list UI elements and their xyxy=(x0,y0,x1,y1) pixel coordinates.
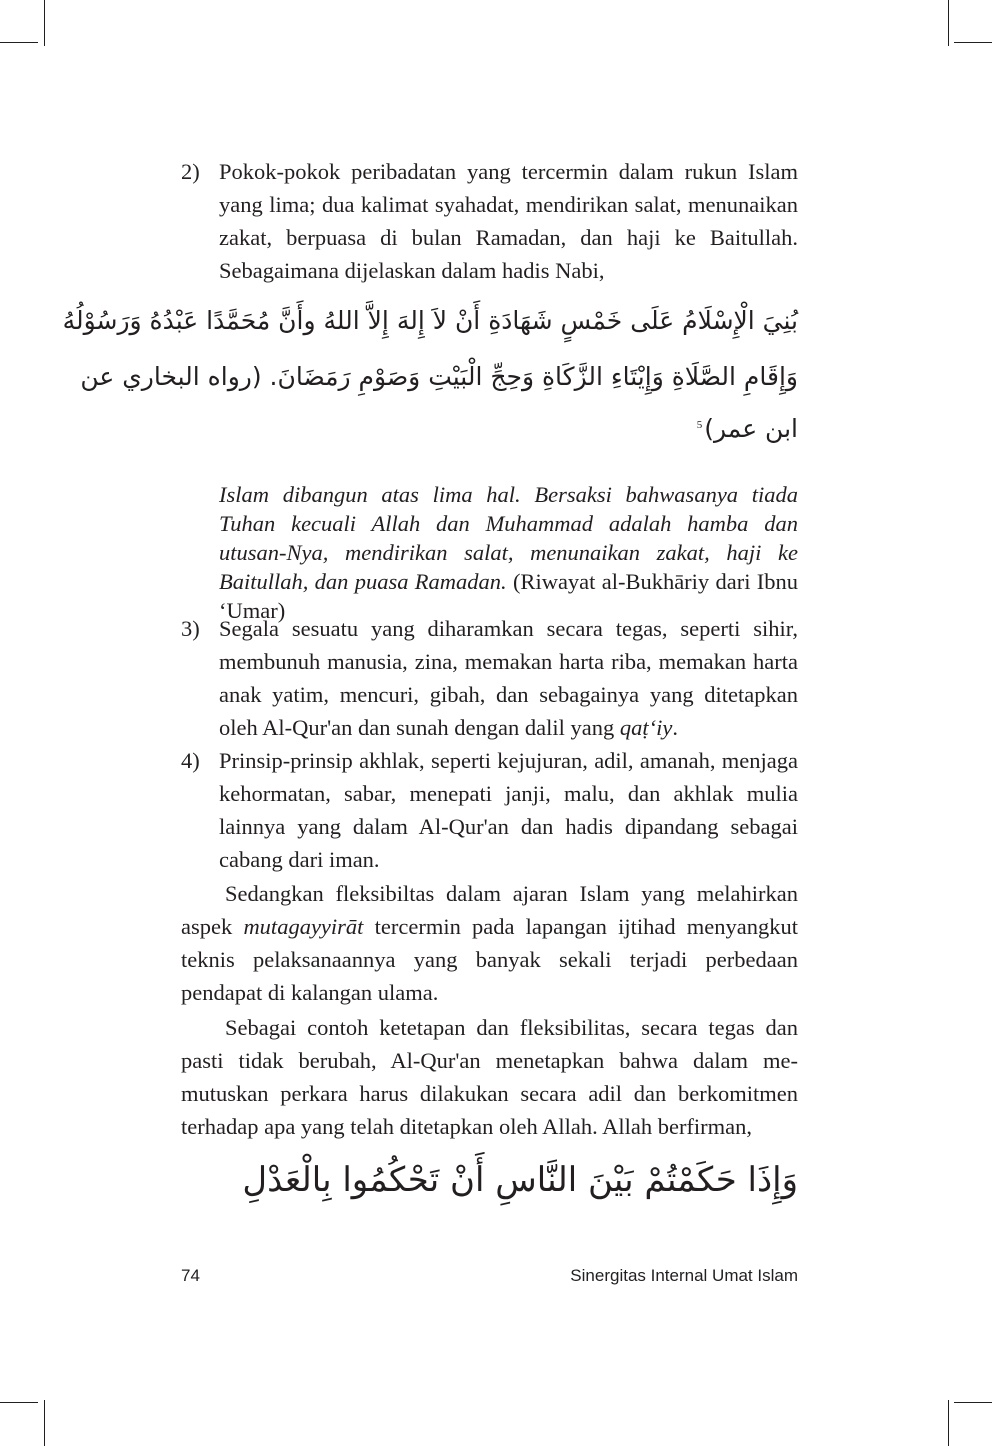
crop-mark xyxy=(948,1400,949,1446)
paragraph-text: Sedangkan fleksibiltas dalam ajaran Islam yang melahirkan aspek xyxy=(181,881,798,939)
item-text: Pokok-pokok peribadatan yang tercermin dalam rukun Islam yang lima; dua kalimat syahadat, mendirikan salat, menunaikan zakat, berpuasa di bulan Ramadan, dan haji ke Baitullah. Sebagaimana dijelaskan dalam hadis Nabi, xyxy=(219,159,798,283)
item-number: 4) xyxy=(181,748,200,773)
item-number: 2) xyxy=(181,159,200,184)
paragraph-italic-term: mutagayyirāt xyxy=(243,914,364,939)
paragraph xyxy=(181,877,798,1009)
item-text: Prinsip-prinsip akhlak, seperti kejujuran, adil, amanah, menjaga kehormatan, sabar, menepati janji, malu, dan akhlak mulia lainnya yang dalam Al-Qur'an dan hadis dipandang sebagai cabang dari iman. xyxy=(219,748,798,872)
crop-mark xyxy=(0,1402,38,1403)
paragraph-text: tercermin pada lapangan ijtihad menyangkut teknis pelaksanaannya yang banyak sekali terjadi perbedaan pendapat di kalangan ulama. xyxy=(181,914,798,1005)
list-item xyxy=(181,744,798,876)
footnote-marker: 5 xyxy=(696,418,703,431)
translation-text: Islam dibangun atas lima hal. Bersaksi bahwasanya tiada Tuhan kecuali Allah dan Muhammad adalah hamba dan utusan-Nya, mendirikan salat, menunaikan zakat, haji ke Baitullah, dan puasa Ramadan. xyxy=(219,482,798,594)
paragraph: Sebagai contoh ketetapan dan fleksibilitas, secara tegas dan pasti tidak berubah, Al-Qur'an menetapkan bahwa dalam memutuskan perkara harus dilakukan secara adil dan berkomitmen terhadap apa yang telah ditetapkan oleh Allah. Allah berfirman, xyxy=(181,1015,798,1139)
item-number: 3) xyxy=(181,616,200,641)
hadith-line-3 xyxy=(697,414,798,443)
item-text-part: Segala sesuatu yang diharamkan secara tegas, seperti sihir, membunuh manusia, zina, memakan harta riba, memakan harta anak yatim, mencuri, gibah, dan sebagainya yang ditetapkan oleh Al-Qur'an dan sunah dengan dalil yang xyxy=(219,616,798,740)
item-text-part: . xyxy=(672,715,678,740)
hadith-source: ابن عمر) xyxy=(704,414,798,443)
list-item xyxy=(181,155,798,287)
page-number: 74 xyxy=(181,1266,200,1285)
translation-source: (Riwayat al-Bukhāriy dari Ibnu ‘Umar) xyxy=(219,569,798,623)
crop-mark xyxy=(44,0,45,46)
running-footer-title: Sinergitas Internal Umat Islam xyxy=(570,1266,798,1285)
quran-verse: وَإِذَا حَكَمْتُمْ بَيْنَ النَّاسِ أَنْ تَحْكُمُوا بِالْعَدْلِ xyxy=(242,1160,798,1200)
item-text xyxy=(219,612,798,744)
crop-mark xyxy=(954,42,992,43)
hadith-line-1: بُنِيَ الْإِسْلَامُ عَلَى خَمْسٍ شَهَادَةِ أَنْ لاَ إِلهَ إِلاَّ اللهُ وأَنَّ مُحَمَّدًا عَبْدُهُ وَرَسُوْلُهُ xyxy=(62,306,798,335)
crop-mark xyxy=(948,0,949,46)
crop-mark xyxy=(44,1400,45,1446)
crop-mark xyxy=(0,42,38,43)
item-italic-term: qaṭ‘iy xyxy=(619,715,673,740)
hadith-translation xyxy=(219,480,798,625)
hadith-line-2: وَإِقَامِ الصَّلَاةِ وَإِيْتَاءِ الزَّكَاةِ وَحِجِّ الْبَيْتِ وَصَوْمِ رَمَضَانَ. (رواه البخاري عن xyxy=(80,362,798,391)
list-item xyxy=(181,612,798,744)
crop-mark xyxy=(954,1402,992,1403)
